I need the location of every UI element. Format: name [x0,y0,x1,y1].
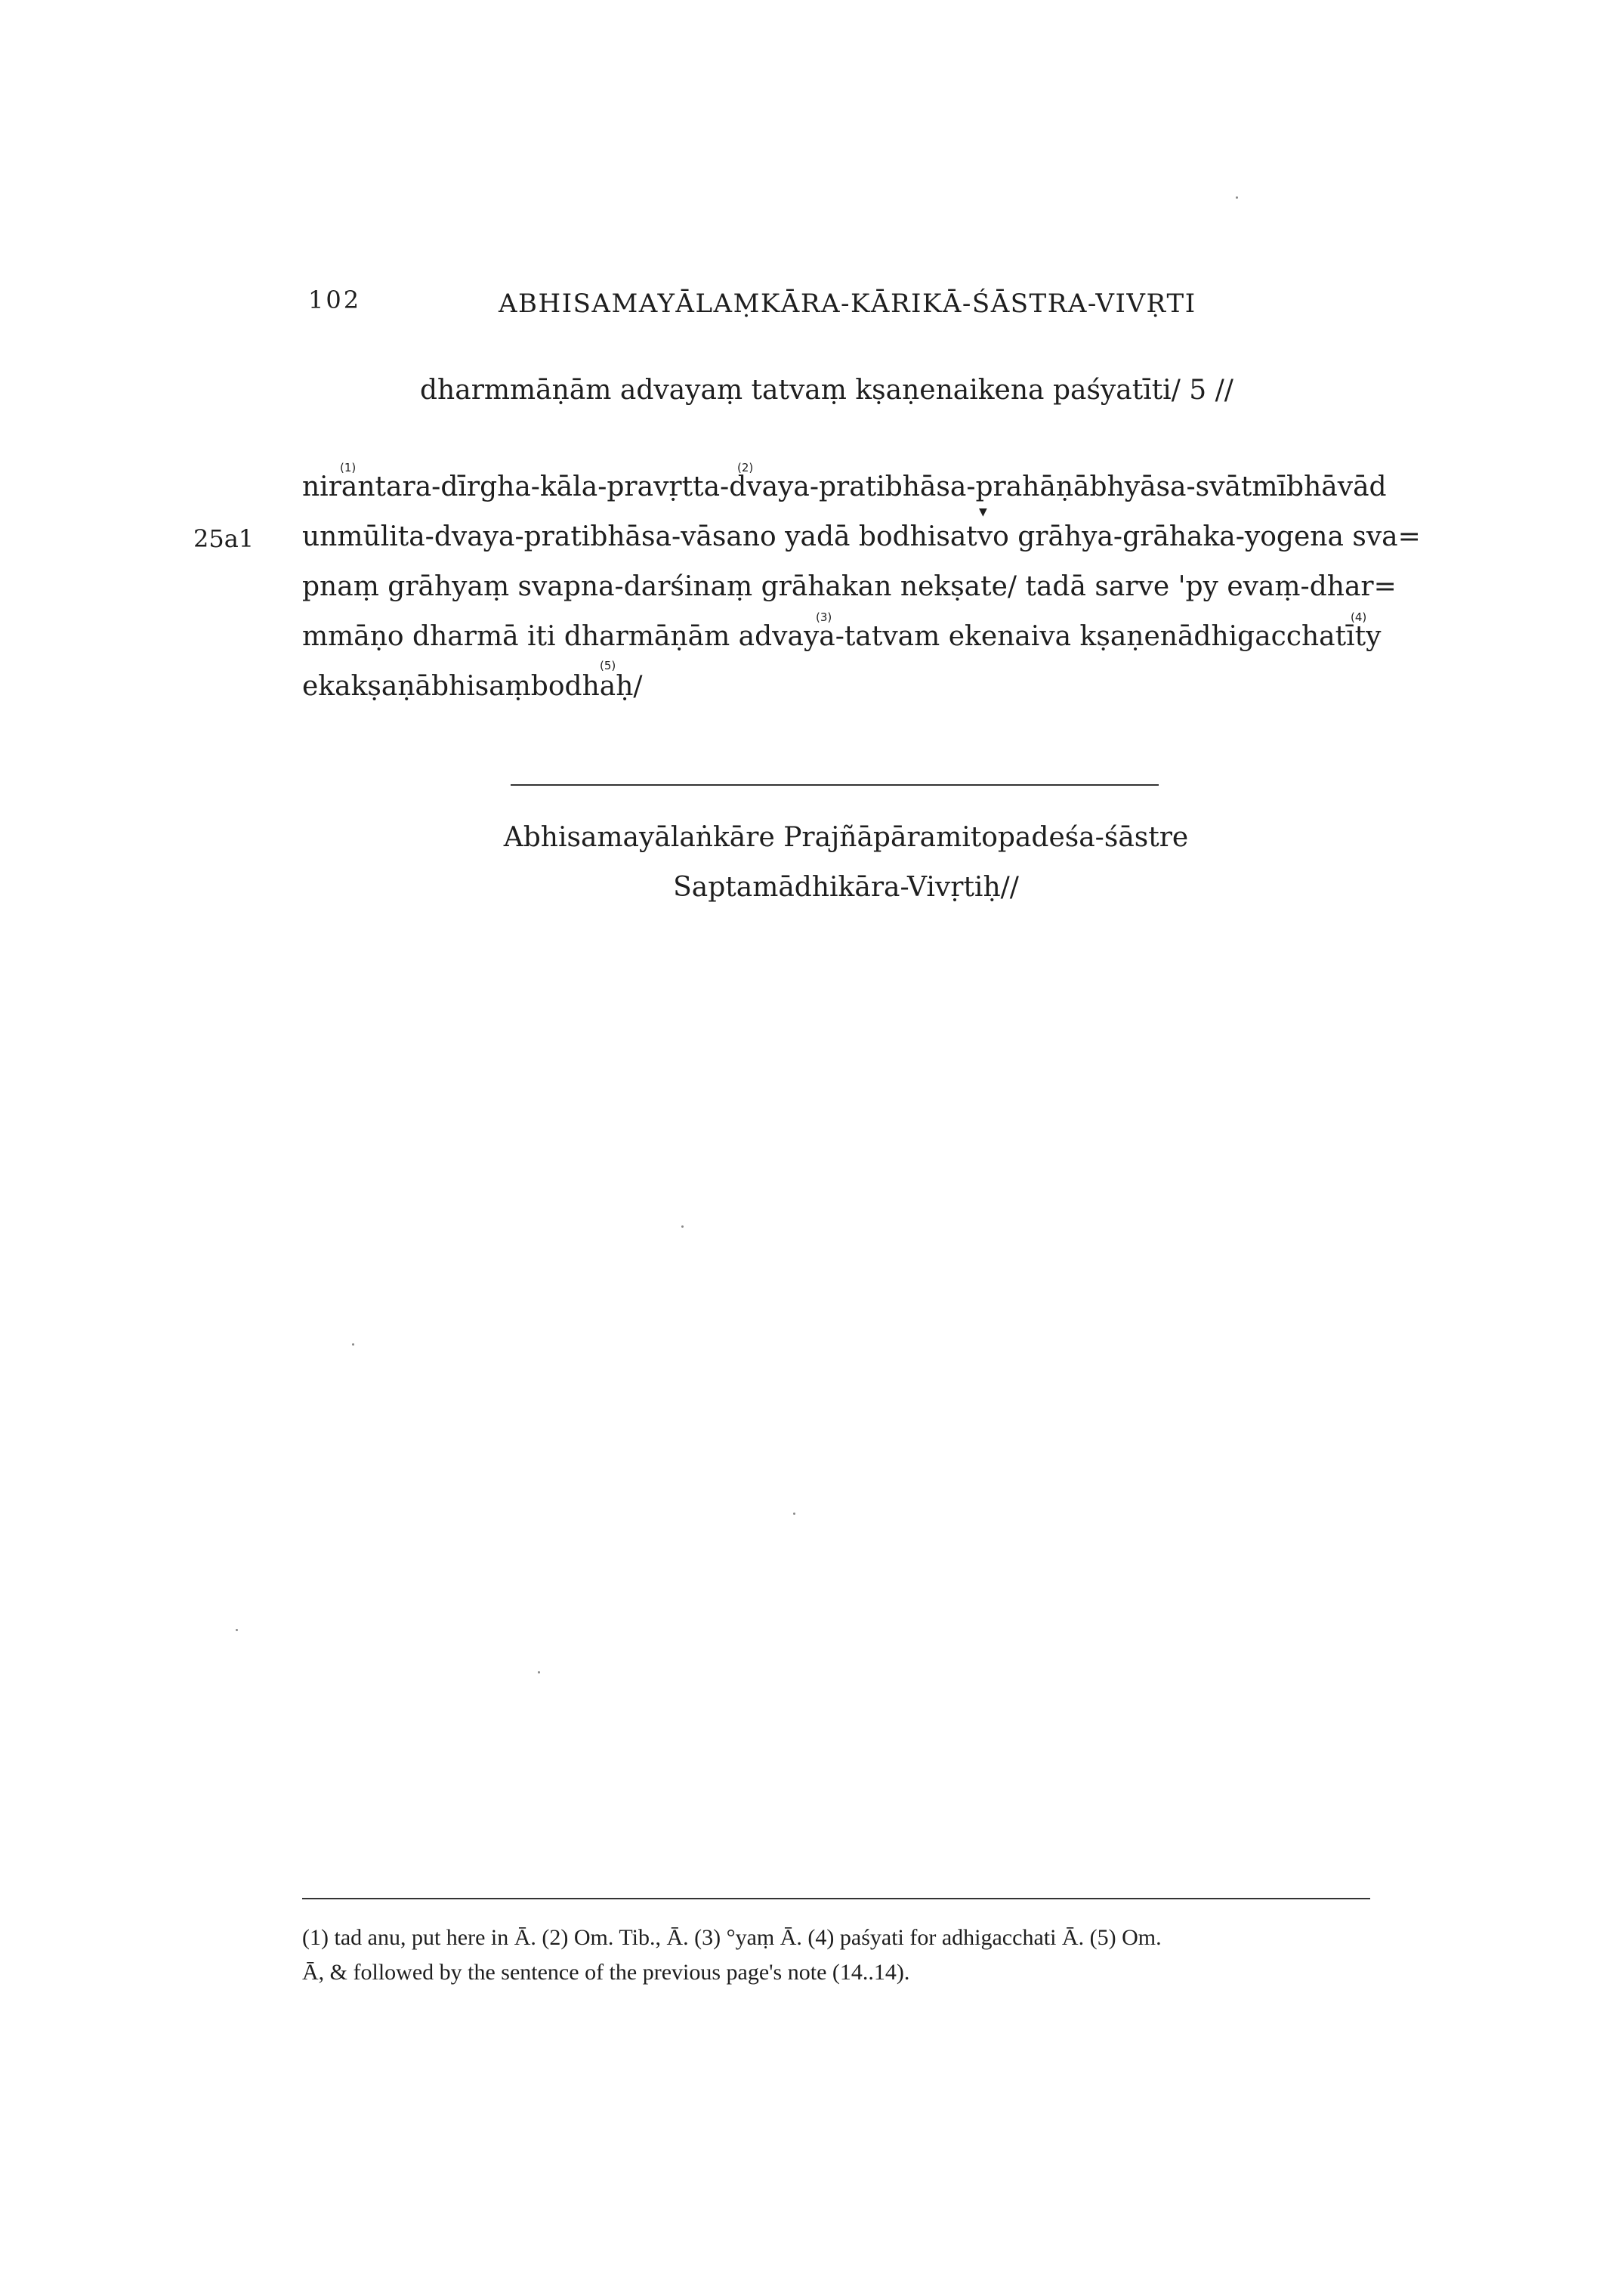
footnote-line-2: Ā, & followed by the sentence of the previous page's note (14..14). [302,1960,910,1985]
colophon-line-1: Abhisamayālaṅkāre Prajñāpāramitopadeśa-śāstre [503,822,1189,853]
section-divider [511,784,1159,786]
scan-speck [1236,196,1238,199]
verse-line: dharmmāṇām advayaṃ tatvaṃ kṣaṇenaikena paśyatīti/ 5 // [420,375,1233,406]
note-marker-5: (5) [600,659,616,672]
prose-line-4: mmāṇo dharmā iti dharmāṇām advaya-tatvam ekenaiva kṣaṇenādhigacchatīty [302,621,1382,652]
scan-speck [236,1629,238,1631]
caret-mark: ▼ [979,506,987,518]
prose-line-2: unmūlita-dvaya-pratibhāsa-vāsano yadā bodhisatvo grāhya-grāhaka-yogena sva= [302,521,1421,552]
scan-speck [538,1671,540,1673]
scan-speck [681,1225,684,1228]
colophon-line-2: Saptamādhikāra-Vivṛtiḥ// [673,872,1019,903]
page-number: 102 [308,286,362,314]
footnote-line-1: (1) tad anu, put here in Ā. (2) Om. Tib., Ā. (3) °yaṃ Ā. (4) paśyati for adhigacchati Ā. (5) Om. [302,1925,1162,1950]
running-title: ABHISAMAYĀLAṂKĀRA-KĀRIKĀ-ŚĀSTRA-VIVṚTI [499,289,1196,319]
margin-folio-reference: 25a1 [193,524,255,553]
scan-speck [352,1343,354,1346]
prose-line-3: pnaṃ grāhyaṃ svapna-darśinaṃ grāhakan nekṣate/ tadā sarve 'py evaṃ-dhar= [302,571,1397,602]
prose-line-5: ekakṣaṇābhisaṃbodhaḥ/ [302,671,643,702]
note-marker-2: (2) [737,461,754,474]
note-marker-3: (3) [816,610,832,624]
scan-speck [793,1513,795,1515]
note-marker-1: (1) [340,461,357,474]
footnote-rule [302,1898,1370,1899]
note-marker-4: (4) [1351,610,1367,624]
prose-line-1: nirantara-dīrgha-kāla-pravṛtta-dvaya-pratibhāsa-prahāṇābhyāsa-svātmībhāvād [302,471,1387,502]
